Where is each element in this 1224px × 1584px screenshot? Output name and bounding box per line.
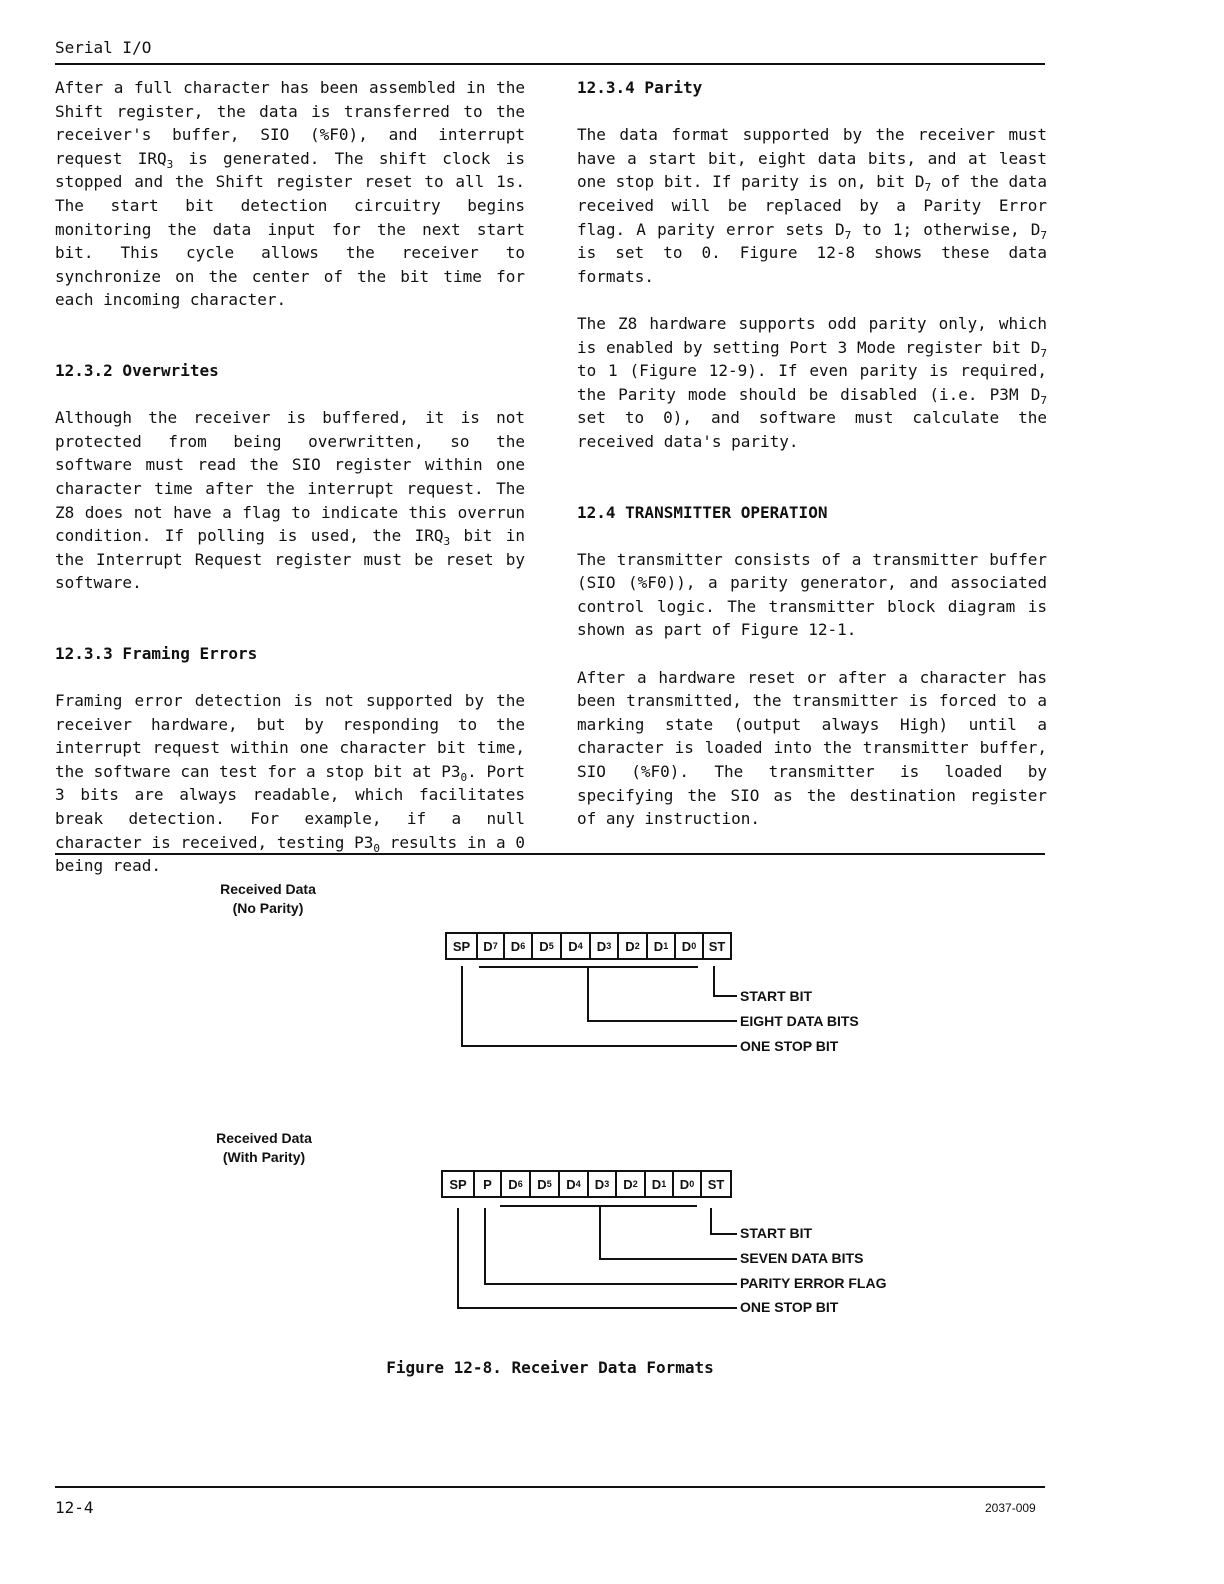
- one-stop-bit-label: ONE STOP BIT: [740, 1299, 839, 1315]
- bit-cell: D 0: [674, 1172, 702, 1196]
- bit-cell: D 7: [478, 934, 505, 958]
- bit-cell: D 6: [505, 934, 533, 958]
- leader-line: [713, 995, 737, 997]
- bit-cell: D 3: [591, 934, 619, 958]
- eight-data-bits-label: EIGHT DATA BITS: [740, 1013, 859, 1029]
- bit-cell: D 2: [619, 934, 648, 958]
- bit-cell: D 3: [589, 1172, 617, 1196]
- start-bit-label: START BIT: [740, 988, 813, 1004]
- document-number: 2037-009: [985, 1501, 1036, 1515]
- leader-line: [599, 1205, 601, 1259]
- one-stop-bit-label: ONE STOP BIT: [740, 1038, 839, 1054]
- bit-cell: D 4: [562, 934, 591, 958]
- bit-cell: SP: [447, 934, 478, 958]
- leader-line: [587, 966, 589, 1021]
- left-paragraph-2: Although the receiver is buffered, it is not protected from being overwritten, so the software must read the SIO register within one character time after the interrupt request. The Z8 does not have a flag to indicate this overrun condition. If polling is used, the $IRQ_3$ bit in the Interrupt Request register must be reset by software.: [55, 408, 525, 593]
- seven-data-bits-label: SEVEN DATA BITS: [740, 1250, 864, 1266]
- overwrites-heading: 12.3.2 Overwrites: [55, 360, 219, 380]
- leader-line: [484, 1208, 486, 1284]
- running-header: Serial I/O: [55, 38, 152, 57]
- bit-cell: D 5: [531, 1172, 560, 1196]
- bit-cell: D 5: [533, 934, 562, 958]
- figure-top-rule: [55, 853, 1045, 855]
- bit-cell: ST: [707, 1176, 725, 1192]
- with-parity-bit-frame: [441, 1170, 732, 1198]
- leader-line: [599, 1258, 737, 1260]
- start-bit-label: START BIT: [740, 1225, 813, 1241]
- bit-cell: SP: [443, 1172, 475, 1196]
- left-column: [55, 76, 525, 878]
- bit-cell: D 1: [646, 1172, 674, 1196]
- right-paragraph-4: After a hardware reset or after a character has been transmitted, the transmitter is forced to a marking state (output always High) until a character is loaded into the transmitter buffer, SIO (%F0). The transmitter is loaded by specifying the SIO as the destination register of any instruction.: [577, 667, 1047, 829]
- leader-line: [710, 1208, 712, 1234]
- right-paragraph-3: The transmitter consists of a transmitter buffer (SIO (%F0)), a parity generator, and associated control logic. The transmitter block diagram is shown as part of Figure 12-1.: [577, 549, 1047, 640]
- bit-cell: D 4: [560, 1172, 589, 1196]
- leader-line: [457, 1208, 459, 1308]
- leader-line: [461, 966, 463, 1046]
- bit-cell: P: [475, 1172, 502, 1196]
- page-number: 12-4: [55, 1498, 94, 1517]
- header-rule: [55, 63, 1045, 65]
- leader-line: [457, 1307, 737, 1309]
- no-parity-bit-frame: [445, 932, 732, 960]
- right-paragraph-1: The data format supported by the receiver must have a start bit, eight data bits, and at least one stop bit. If parity is on, bit $D_7$ of the data received will be replaced by a Parity Error flag. A parity error sets $D_7$ to 1; otherwise, $D_7$ is set to 0. Figure 12-8 shows these data formats.: [577, 125, 1048, 286]
- bit-cell: D 1: [648, 934, 676, 958]
- right-column: [577, 76, 1047, 831]
- bit-cell: D 6: [502, 1172, 531, 1196]
- right-paragraph-2: The Z8 hardware supports odd parity only, which is enabled by setting Port 3 Mode register bit $D_7$ to 1 (Figure 12-9). If even parity is required, the Parity mode should be disabled (i.e. P3M $D_7$ set to 0), and software must calculate the received data's parity.: [577, 313, 1047, 451]
- leader-line: [710, 1233, 737, 1235]
- left-paragraph-3: Framing error detection is not supported by the receiver hardware, but by responding to the interrupt request within one character bit time, the software can test for a stop bit at $P3_0$. Port 3 bits are always readable, which facilitates break detection. For example, if a null character is received, testing $P3_0$ results in a 0 being read.: [55, 691, 526, 876]
- bit-cell: D 2: [617, 1172, 646, 1196]
- left-paragraph-1: After a full character has been assembled in the Shift register, the data is transferred to the receiver's buffer, SIO (%F0), and interrupt request $IRQ_3$ is generated. The shift clock is stopped and the Shift register reset to all 1s. The start bit detection circuitry begins monitoring the data input for the next start bit. This cycle allows the receiver to synchronize on the center of the bit time for each incoming character.: [55, 78, 525, 310]
- leader-line: [484, 1283, 737, 1285]
- parity-error-flag-label: PARITY ERROR FLAG: [740, 1275, 887, 1291]
- footer-rule: [55, 1486, 1045, 1488]
- transmitter-operation-heading: 12.4 TRANSMITTER OPERATION: [577, 502, 828, 522]
- leader-line: [587, 1020, 737, 1022]
- leader-line: [713, 966, 715, 996]
- no-parity-title: Received Data (No Parity): [220, 881, 316, 916]
- leader-line: [461, 1045, 737, 1047]
- framing-errors-heading: 12.3.3 Framing Errors: [55, 643, 258, 663]
- with-parity-title: Received Data (With Parity): [216, 1130, 312, 1165]
- figure-caption: Figure 12-8. Receiver Data Formats: [386, 1358, 714, 1377]
- bit-cell: D 0: [676, 934, 704, 958]
- bit-cell: ST: [708, 938, 726, 954]
- parity-heading: 12.3.4 Parity: [577, 78, 703, 97]
